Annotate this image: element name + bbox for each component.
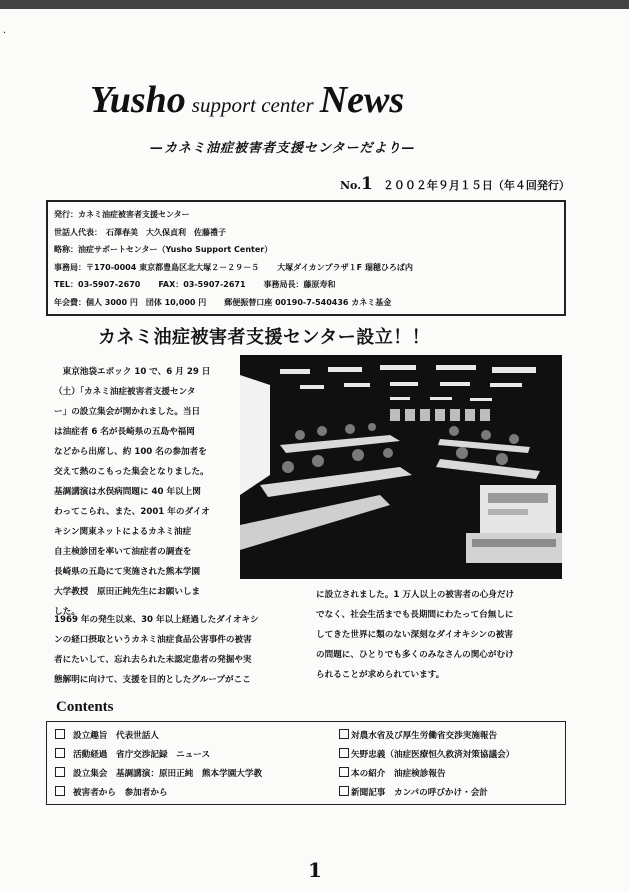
contents-item-label: 矢野忠義（油症医療恒久救済対策協議会） — [351, 750, 515, 760]
masthead-subtitle: —カネミ油症被害者支援センターだより— — [150, 141, 416, 156]
article-line: 交えて熱のこもった集会となりました。 — [54, 467, 209, 477]
scan-speck: · — [3, 28, 7, 39]
article-line: でなく、社会生活までも長期間にわたって台無しに — [316, 610, 514, 620]
article-line: ンの経口摂取というカネミ油症食品公害事件の被害 — [54, 635, 252, 645]
contents-item — [339, 784, 514, 803]
contents-box — [46, 721, 566, 805]
info-office-row — [54, 259, 558, 277]
masthead-news: News — [319, 79, 405, 121]
contents-right-list — [339, 727, 514, 803]
contents-item-label: 新聞記事 カンパの呼びかけ・会計 — [351, 788, 488, 798]
article-line: などから出席し、約 100 名の参加者を — [54, 447, 207, 457]
article-line: してきた世界に類のない深刻なダイオキシンの被害 — [316, 630, 513, 640]
article-line: 大学教授 原田正純先生にお願いしま — [54, 587, 201, 597]
issue-date: ２００２年９月１５日（年４回発行） — [382, 179, 570, 192]
article-line: した。 — [54, 607, 80, 617]
article-line: ー」の設立集会が開かれました。当日 — [54, 407, 201, 417]
article-headline: カネミ油症被害者支援センター設立！！ — [98, 327, 431, 348]
article-left-column — [54, 362, 240, 622]
contents-item-label: 対農水省及び厚生労働省交渉実施報告 — [351, 731, 498, 741]
contents-item — [55, 784, 262, 803]
info-contact-row — [54, 276, 558, 294]
contents-item-label: 設立趣旨 代表世話人 — [73, 731, 159, 741]
contents-item-label: 本の紹介 油症検診報告 — [351, 769, 446, 779]
contents-item — [339, 746, 514, 765]
article-line: 東京池袋エポック 10 で、6 月 29 日 — [62, 367, 211, 377]
publisher-info-box — [46, 200, 566, 316]
masthead-yusho: Yusho — [90, 79, 186, 121]
article-line: キシン関東ネットによるカネミ油症 — [54, 527, 192, 537]
info-fee: 年会費：個人 3000 円 団体 10,000 円 — [54, 297, 207, 307]
article-line: わってこられ、また、2001 年のダイオ — [54, 507, 210, 517]
info-postal: 郵便振替口座 00190-7-540436 カネミ基金 — [224, 297, 392, 307]
checkbox-icon — [339, 786, 349, 796]
contents-title: Contents — [56, 699, 114, 715]
info-publisher: 発行：カネミ油症被害者支援センター — [54, 210, 190, 219]
contents-item-label: 設立集会 基調講演：原田正純 熊本学園大学教 — [73, 769, 263, 779]
article-line: 者にたいして、忘れ去られた未認定患者の発掘や実 — [54, 655, 252, 665]
checkbox-icon — [55, 786, 65, 796]
article-bottom-text — [54, 610, 304, 690]
issue-no-label: No. — [340, 179, 362, 192]
contents-item — [339, 765, 514, 784]
contents-item-label: 活動経過 省庁交渉記録 ニュース — [73, 750, 211, 760]
meeting-photo-image — [240, 355, 562, 579]
issue-number: 1 — [361, 174, 373, 194]
info-office: 事務局：〒170-0004 東京都豊島区北大塚２－２９－５ — [54, 262, 260, 272]
contents-left-list — [55, 727, 262, 803]
meeting-photo — [240, 355, 562, 579]
info-short-name: 略称：油症サポートセンター（Yusho Support Center） — [54, 245, 273, 254]
masthead-title — [90, 78, 404, 122]
checkbox-icon — [55, 729, 65, 739]
article-line: に設立されました。1 万人以上の被害者の心身だけ — [316, 590, 515, 600]
article-line: の問題に、ひとりでも多くのみなさんの関心がむけ — [316, 650, 514, 660]
contents-item — [55, 765, 262, 784]
article-line: 基調講演は水俣病問題に 40 年以上関 — [54, 487, 201, 497]
article-line: は油症者 6 名が長崎県の五島や福岡 — [54, 427, 195, 437]
info-fee-row — [54, 294, 558, 312]
checkbox-icon — [55, 767, 65, 777]
contents-item — [55, 746, 262, 765]
issue-line — [340, 174, 570, 194]
article-line: 態解明に向けて、支援を目的としたグループがここ — [54, 675, 251, 685]
checkbox-icon — [339, 729, 349, 739]
article-line: 長崎県の五島にて実施された熊本学園 — [54, 567, 201, 577]
info-representatives: 世話人代表： 石澤春美 大久保貞利 佐藤禮子 — [54, 227, 226, 237]
article-line: られることが求められています。 — [316, 670, 445, 680]
checkbox-icon — [339, 748, 349, 758]
masthead-support-center: support center — [191, 93, 314, 117]
article-line: 自主検診団を率いて油症者の調査を — [54, 547, 192, 557]
contents-item — [339, 727, 514, 746]
page-number: 1 — [308, 858, 322, 882]
contents-item-label: 被害者から 参加者から — [73, 788, 168, 798]
article-line: （土）「カネミ油症被害者支援センタ — [54, 387, 196, 397]
article-right-column — [316, 585, 562, 685]
info-tel: TEL：03-5907-2670 — [54, 280, 141, 289]
info-fax: FAX：03-5907-2671 — [158, 280, 246, 289]
article-line: 1969 年の発生以来、30 年以上経過したダイオキシ — [54, 615, 259, 625]
top-scan-border — [0, 0, 629, 9]
checkbox-icon — [55, 748, 65, 758]
checkbox-icon — [339, 767, 349, 777]
contents-item — [55, 727, 262, 746]
info-building: 大塚ダイカンプラザ１F 瑞穂ひろば内 — [277, 262, 413, 272]
info-director: 事務局長：藤原寿和 — [263, 280, 336, 289]
